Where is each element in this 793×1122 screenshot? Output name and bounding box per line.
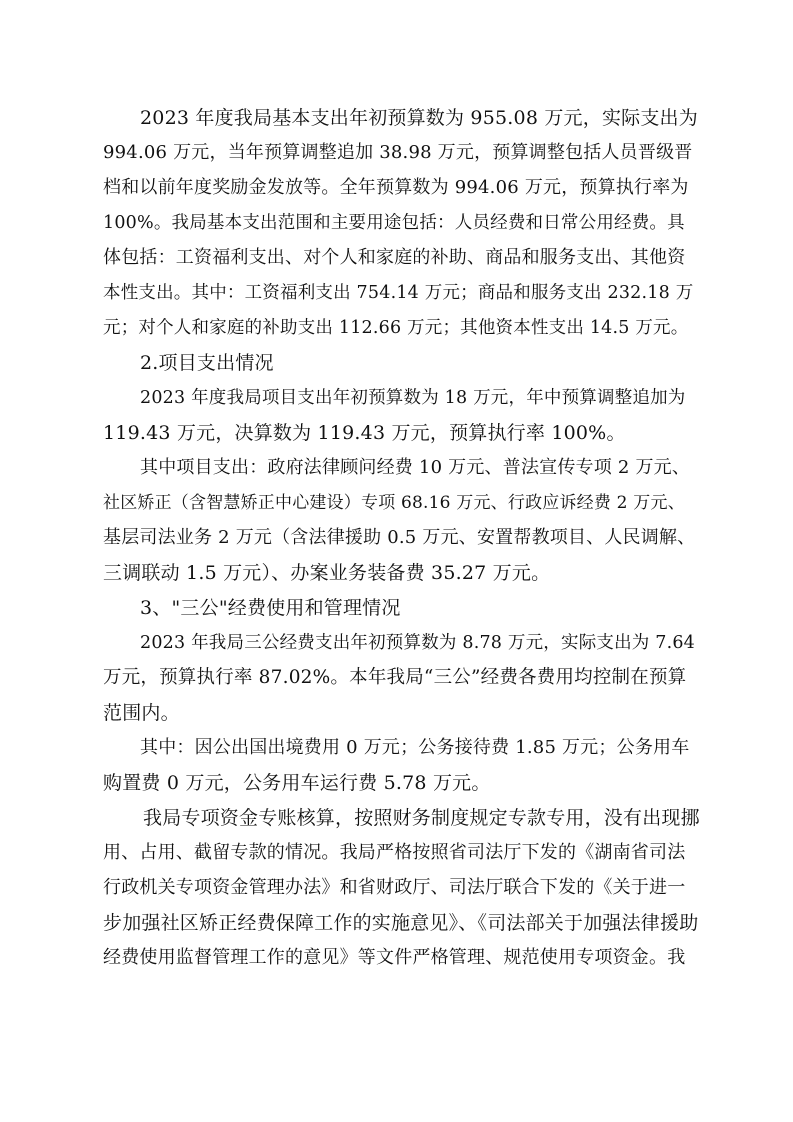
paragraph-line: 社区矫正（含智慧矫正中心建设）专项 68.16 万元、行政应诉经费 2 万元、 [103, 493, 685, 513]
paragraph-line: 119.43 万元，决算数为 119.43 万元，预算执行率 100%。 [103, 422, 626, 444]
paragraph-line: 用、占用、截留专款的情况。我局严格按照省司法厅下发的《湖南省司法 [103, 842, 686, 863]
paragraph-line: 步加强社区矫正经费保障工作的实施意见》、《司法部关于加强法律援助 [103, 912, 699, 934]
paragraph-line: 2023 年度我局基本支出年初预算数为 955.08 万元，实际支出为 [140, 107, 698, 129]
paragraph-line: 基层司法业务 2 万元（含法律援助 0.5 万元、安置帮教项目、人民调解、 [103, 527, 696, 548]
paragraph-line: 元；对个人和家庭的补助支出 112.66 万元；其他资本性支出 14.5 万元。 [103, 318, 689, 338]
section-heading: 3、"三公"经费使用和管理情况 [140, 597, 401, 619]
paragraph-line: 我局专项资金专账核算，按照财务制度规定专款专用，没有出现挪 [143, 807, 700, 829]
section-heading: 2.项目支出情况 [140, 352, 274, 374]
paragraph-line: 100%。我局基本支出范围和主要用途包括：人员经费和日常公用经费。具 [103, 213, 685, 233]
paragraph-line: 994.06 万元，当年预算调整追加 38.98 万元，预算调整包括人员晋级晋 [103, 142, 693, 163]
paragraph-line: 其中：因公出国出境费用 0 万元；公务接待费 1.85 万元；公务用车 [140, 737, 690, 758]
paragraph-line: 档和以前年度奖励金发放等。全年预算数为 994.06 万元，预算执行率为 [103, 177, 689, 198]
paragraph-line: 2023 年度我局项目支出年初预算数为 18 万元，年中预算调整追加为 [140, 388, 686, 408]
paragraph-line: 范围内。 [103, 702, 180, 724]
paragraph-line: 万元，预算执行率 87.02%。本年我局“三公”经费各费用均控制在预算 [103, 667, 687, 688]
paragraph-line: 购置费 0 万元，公务用车运行费 5.78 万元。 [103, 772, 491, 794]
paragraph-line: 本性支出。其中：工资福利支出 754.14 万元；商品和服务支出 232.18 万 [103, 283, 694, 303]
paragraph-line: 三调联动 1.5 万元）、办案业务装备费 35.27 万元。 [103, 562, 551, 584]
paragraph-line: 经费使用监督管理工作的意见》等文件严格管理、规范使用专项资金。我 [103, 947, 686, 968]
paragraph-line: 体包括：工资福利支出、对个人和家庭的补助、商品和服务支出、其他资 [103, 247, 686, 268]
paragraph-line: 其中项目支出：政府法律顾问经费 10 万元、普法宣传专项 2 万元、 [140, 457, 691, 478]
paragraph-line: 2023 年我局三公经费支出年初预算数为 8.78 万元，实际支出为 7.64 [140, 633, 696, 653]
paragraph-line: 行政机关专项资金管理办法》和省财政厅、司法厅联合下发的《关于进一 [103, 877, 686, 898]
